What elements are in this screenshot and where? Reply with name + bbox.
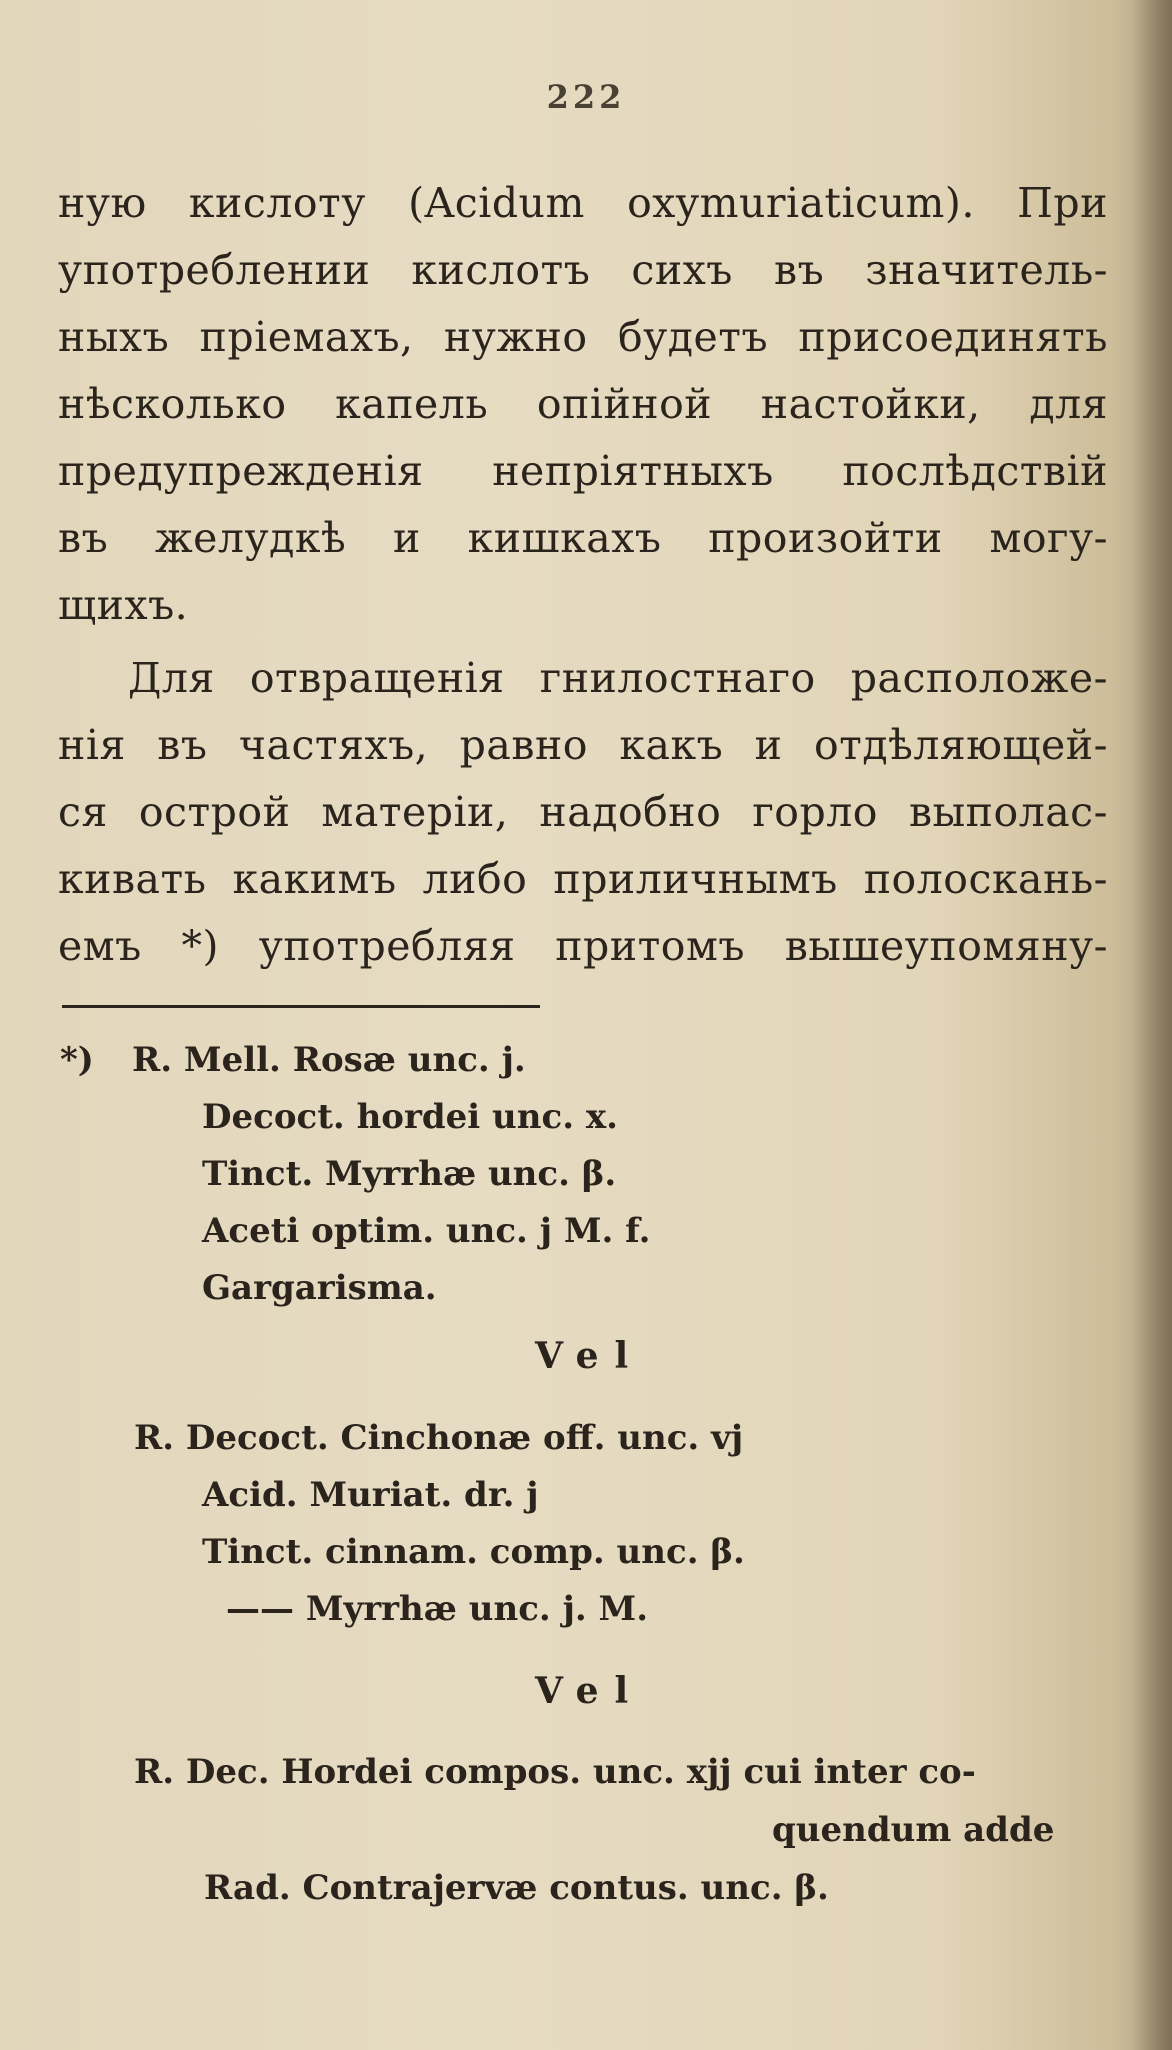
page-edge-shadow	[1132, 0, 1172, 2050]
recipe-line: Decoct. hordei unc. x.	[202, 1097, 618, 1137]
vel-separator: Vel	[535, 1670, 645, 1712]
text-line: предупрежденія непріятныхъ послѣдствiй	[58, 447, 1108, 495]
recipe-line: —— Myrrhæ unc. j. M.	[226, 1589, 649, 1629]
text-line: ныхъ пріемахъ, нужно будетъ присоединять	[58, 313, 1108, 361]
text-line: ную кислоту (Acidum oxymuriaticum). При	[58, 179, 1108, 227]
text-line: нѣсколько капель опiйной настойки, для	[58, 380, 1108, 428]
text-line: Для отвращенія гнилостнаго расположе-	[128, 654, 1108, 702]
text-line: емъ *) употребляя притомъ вышеупомяну-	[58, 922, 1108, 970]
recipe-line: Aceti optim. unc. j M. f.	[202, 1211, 651, 1251]
recipe-line: Gargarisma.	[202, 1268, 437, 1308]
text-line: употреблении кислотъ сихъ въ значитель-	[58, 246, 1108, 294]
recipe-line: Acid. Muriat. dr. j	[202, 1475, 539, 1515]
recipe-line: R. Decoct. Cinchonæ off. unc. vj	[134, 1418, 744, 1458]
text-line: щихъ.	[58, 581, 189, 629]
text-line: въ желудкѣ и кишкахъ произойти могу-	[58, 514, 1108, 562]
vel-separator: Vel	[535, 1335, 645, 1377]
footnote-divider	[62, 1005, 540, 1008]
recipe-line: Tinct. cinnam. comp. unc. β.	[202, 1532, 745, 1572]
recipe-line: Rad. Contrajervæ contus. unc. β.	[204, 1868, 829, 1908]
text-line: кивать какимъ либо приличнымъ полоскань-	[58, 855, 1108, 903]
text-line: ся острой матеріи, надобно горло выполас-	[58, 788, 1108, 836]
recipe-line: R. Dec. Hordei compos. unc. xjj cui inter co-	[134, 1752, 976, 1792]
recipe-line: Tinct. Myrrhæ unc. β.	[202, 1154, 617, 1194]
footnote-marker: *)	[60, 1040, 94, 1080]
main-text	[58, 170, 1108, 980]
page-number: 222	[546, 78, 626, 116]
recipe-line: R. Mell. Rosæ unc. j.	[132, 1040, 526, 1080]
text-line: нія въ частяхъ, равно какъ и отдѣляющей-	[58, 721, 1108, 769]
recipe-line: quendum adde	[772, 1810, 1055, 1850]
